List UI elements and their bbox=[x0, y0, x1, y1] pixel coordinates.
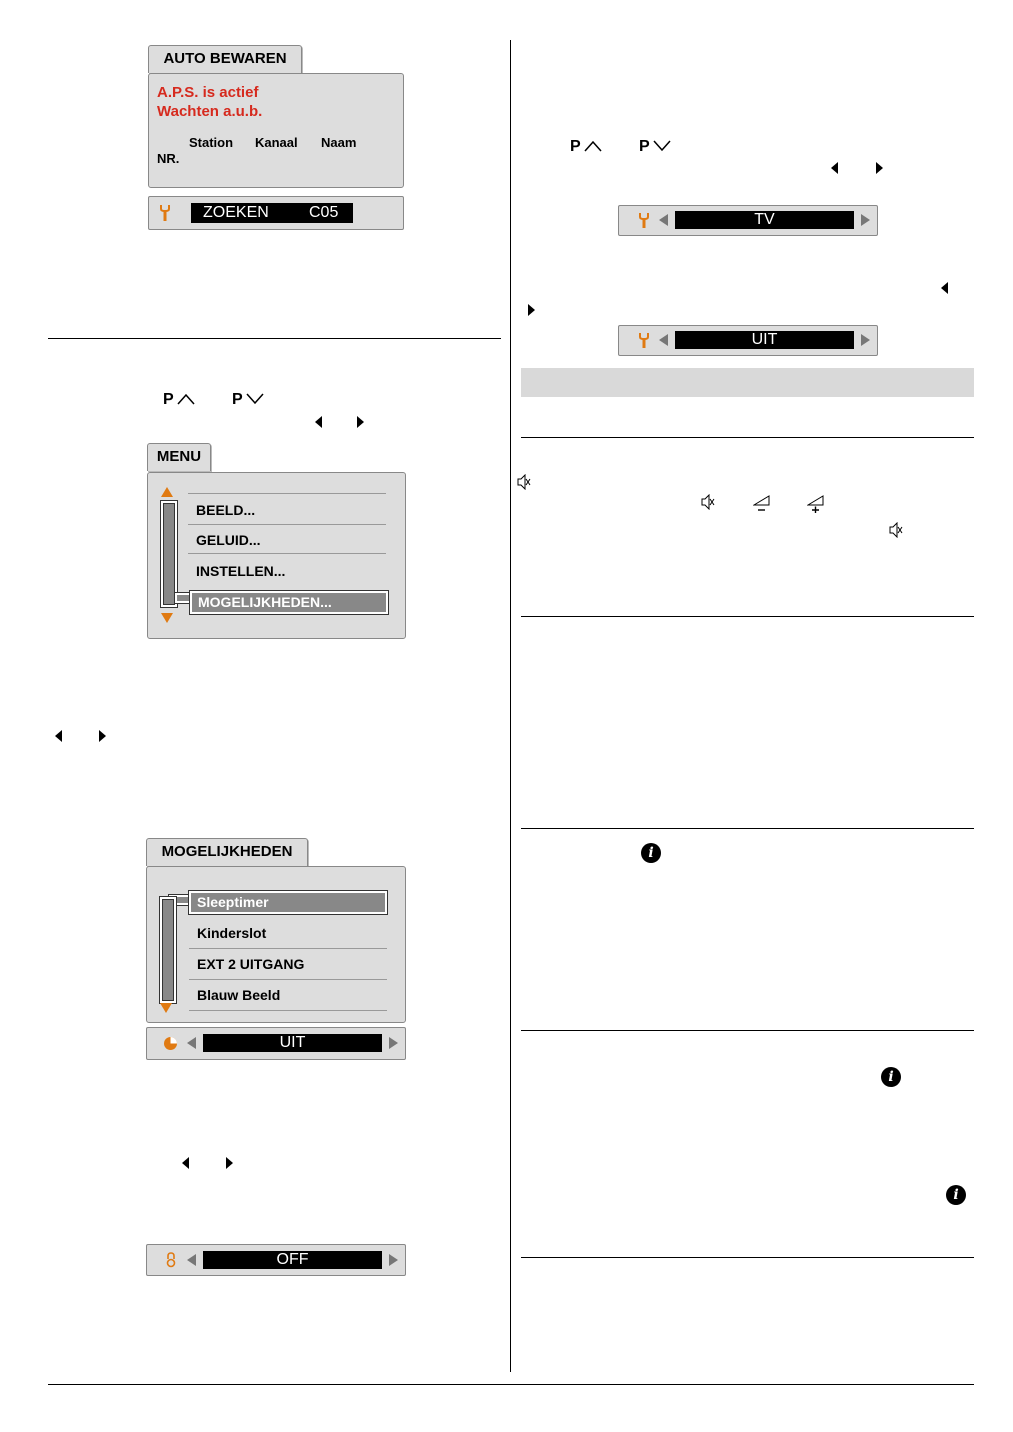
left-arrow-icon bbox=[941, 282, 948, 294]
menu-item-ext2-output[interactable]: EXT 2 UITGANG bbox=[197, 956, 305, 972]
scroll-down-arrow-icon bbox=[161, 613, 173, 623]
features-menu-panel bbox=[146, 866, 406, 1023]
p-down-key-label: P bbox=[639, 138, 650, 155]
menu-divider bbox=[188, 493, 386, 494]
info-icon: i bbox=[881, 1067, 901, 1087]
section-header-band bbox=[521, 368, 974, 397]
page-footer-rule bbox=[48, 1384, 974, 1385]
features-tab: MOGELIJKHEDEN bbox=[146, 838, 308, 866]
column-channel: Kanaal bbox=[255, 135, 298, 150]
wrench-icon bbox=[638, 332, 650, 349]
left-arrow-icon bbox=[182, 1157, 189, 1169]
scroll-up-arrow-icon bbox=[161, 487, 173, 497]
volume-down-icon bbox=[753, 493, 771, 513]
p-up-key-label: P bbox=[570, 138, 581, 155]
section-rule bbox=[521, 437, 974, 438]
section-rule bbox=[521, 1257, 974, 1258]
child-lock-value: OFF bbox=[203, 1251, 382, 1269]
search-label: ZOEKEN bbox=[203, 204, 269, 221]
auto-store-panel bbox=[148, 73, 404, 188]
value-right-arrow-icon[interactable] bbox=[861, 214, 870, 226]
menu-item-beeld[interactable]: BEELD... bbox=[196, 502, 256, 518]
menu-item-mogelijkheden[interactable]: MOGELIJKHEDEN... bbox=[190, 591, 388, 614]
menu-item-kinderslot[interactable]: Kinderslot bbox=[197, 925, 267, 941]
output-bar bbox=[618, 325, 878, 356]
output-value: UIT bbox=[675, 331, 854, 349]
value-right-arrow-icon[interactable] bbox=[389, 1254, 398, 1266]
search-field bbox=[191, 203, 353, 223]
volume-up-icon bbox=[807, 493, 825, 513]
left-arrow-icon bbox=[315, 416, 322, 428]
menu-tab: MENU bbox=[147, 443, 211, 471]
column-station: Station bbox=[189, 135, 234, 150]
p-down-key-label: P bbox=[232, 391, 243, 408]
right-arrow-icon bbox=[99, 730, 106, 742]
right-arrow-icon bbox=[357, 416, 364, 428]
chevron-up-icon bbox=[177, 393, 195, 405]
section-rule bbox=[48, 338, 501, 339]
wrench-icon bbox=[159, 204, 171, 222]
mute-icon bbox=[701, 494, 715, 510]
value-left-arrow-icon[interactable] bbox=[659, 334, 668, 346]
left-arrow-icon bbox=[831, 162, 838, 174]
right-arrow-icon bbox=[226, 1157, 233, 1169]
value-left-arrow-icon[interactable] bbox=[659, 214, 668, 226]
menu-item-sleeptimer[interactable]: Sleeptimer bbox=[189, 891, 387, 914]
column-divider bbox=[510, 40, 511, 1372]
chevron-down-icon bbox=[246, 393, 264, 405]
aps-status-line2: Wachten a.u.b. bbox=[157, 103, 263, 120]
right-arrow-icon bbox=[528, 304, 535, 316]
left-arrow-icon bbox=[55, 730, 62, 742]
column-name: Naam bbox=[321, 135, 357, 150]
source-bar bbox=[618, 205, 878, 236]
scrollbar[interactable] bbox=[163, 503, 175, 605]
sleeptimer-value: UIT bbox=[203, 1034, 382, 1052]
search-bar bbox=[148, 196, 404, 230]
value-right-arrow-icon[interactable] bbox=[861, 334, 870, 346]
value-right-arrow-icon[interactable] bbox=[389, 1037, 398, 1049]
menu-divider bbox=[188, 553, 386, 554]
menu-divider bbox=[189, 1010, 387, 1011]
value-left-arrow-icon[interactable] bbox=[187, 1037, 196, 1049]
menu-item-geluid[interactable]: GELUID... bbox=[196, 532, 261, 548]
wrench-icon bbox=[638, 212, 650, 229]
search-channel: C05 bbox=[309, 204, 339, 221]
lock-icon bbox=[166, 1252, 176, 1268]
child-lock-bar bbox=[146, 1244, 406, 1276]
sleeptimer-bar bbox=[146, 1027, 406, 1060]
info-icon: i bbox=[946, 1185, 966, 1205]
main-menu-panel bbox=[147, 472, 406, 639]
section-rule bbox=[521, 616, 974, 617]
p-up-key-label: P bbox=[163, 391, 174, 408]
section-rule bbox=[521, 1030, 974, 1031]
menu-item-blue-screen[interactable]: Blauw Beeld bbox=[197, 987, 281, 1003]
source-value: TV bbox=[675, 211, 854, 229]
chevron-up-icon bbox=[584, 140, 602, 152]
aps-status-line1: A.P.S. is actief bbox=[157, 84, 259, 101]
scrollbar[interactable] bbox=[162, 899, 174, 1001]
auto-store-tab: AUTO BEWAREN bbox=[148, 45, 302, 73]
section-rule bbox=[521, 828, 974, 829]
value-left-arrow-icon[interactable] bbox=[187, 1254, 196, 1266]
mute-icon bbox=[889, 522, 903, 538]
right-arrow-icon bbox=[876, 162, 883, 174]
timer-icon bbox=[163, 1036, 178, 1051]
column-nr: NR. bbox=[157, 151, 180, 166]
chevron-down-icon bbox=[653, 140, 671, 152]
scroll-down-arrow-icon bbox=[160, 1003, 172, 1013]
info-icon: i bbox=[641, 843, 661, 863]
mute-icon bbox=[517, 474, 531, 490]
menu-item-instellen[interactable]: INSTELLEN... bbox=[196, 563, 286, 579]
